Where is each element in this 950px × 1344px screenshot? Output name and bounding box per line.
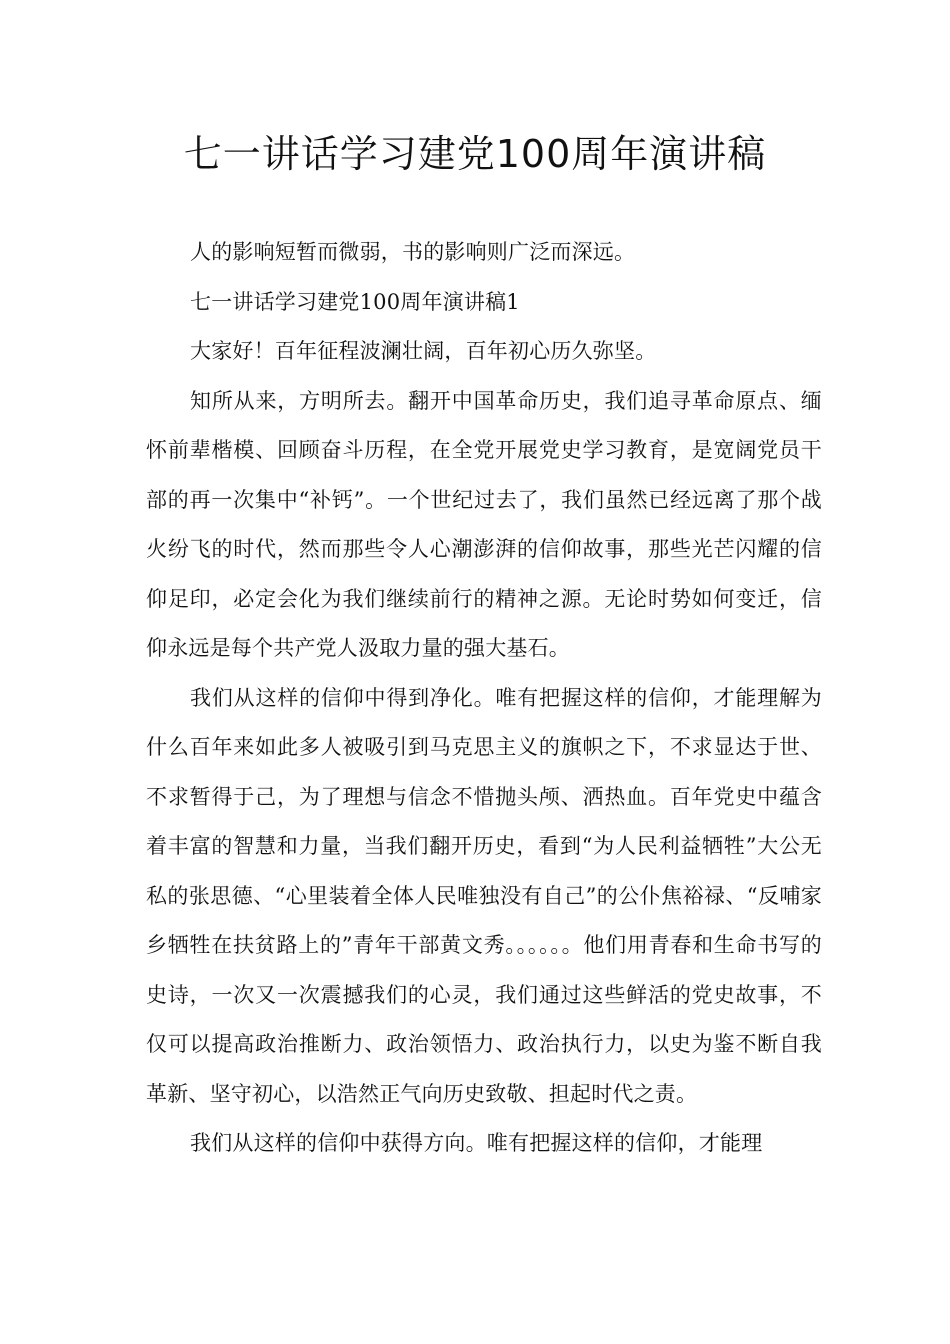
paragraph-purification: 我们从这样的信仰中得到净化。唯有把握这样的信仰，才能理解为什么百年来如此多人被吸引到马克思主义的旗帜之下，不求显达于世、不求暂得于己，为了理想与信念不惜抛头颅、洒热血。百年党史中蕴含着丰富的智慧和力量，当我们翻开历史，看到“为人民利益牺牲”大公无私的张思德、“心里装着全体人民唯独没有自己”的公仆焦裕禄、“反哺家乡牺牲在扶贫路上的”青年干部黄文秀。。。。。。他们用青春和生命书写的史诗，一次又一次震撼我们的心灵，我们通过这些鲜活的党史故事，不仅可以提高政治推断力、政治领悟力、政治执行力，以史为鉴不断自我革新、坚守初心，以浩然正气向历史致敬、担起时代之责。 bbox=[146, 685, 822, 1106]
page-title: 七一讲话学习建党100周年演讲稿 bbox=[183, 132, 767, 176]
document-body bbox=[146, 228, 822, 1169]
paragraph-subtitle: 七一讲话学习建党100周年演讲稿1 bbox=[190, 289, 520, 314]
paragraph-greeting: 大家好！百年征程波澜壮阔，百年初心历久弥坚。 bbox=[190, 339, 657, 363]
paragraph-direction: 我们从这样的信仰中获得方向。唯有把握这样的信仰，才能理 bbox=[190, 1131, 763, 1155]
paragraph-intro: 人的影响短暂而微弱，书的影响则广泛而深远。 bbox=[190, 240, 636, 264]
paragraph-history: 知所从来，方明所去。翻开中国革命历史，我们追寻革命原点、缅怀前辈楷模、回顾奋斗历程，在全党开展党史学习教育，是宽阔党员干部的再一次集中“补钙”。一个世纪过去了，我们虽然已经远离了那个战火纷飞的时代，然而那些令人心潮澎湃的信仰故事，那些光芒闪耀的信仰足印，必定会化为我们继续前行的精神之源。无论时势如何变迁，信仰永远是每个共产党人汲取力量的强大基石。 bbox=[146, 388, 822, 660]
